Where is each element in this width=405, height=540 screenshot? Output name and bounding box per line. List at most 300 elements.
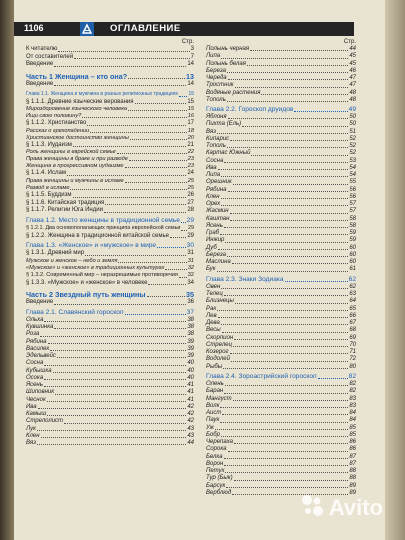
toc-entry-title: Права женщины в браке и при разводе [26, 156, 128, 163]
toc-entry-title: Глава 2.2. Гороскоп друидов [206, 106, 294, 113]
toc-entry-page: 70 [349, 341, 356, 348]
toc-entry-page: 15 [187, 106, 194, 113]
toc-entry-page: 18 [187, 127, 194, 134]
toc-entry-item [206, 335, 356, 342]
toc-entry-title: Волк [206, 402, 220, 409]
toc-entry-page: 44 [349, 46, 356, 52]
dot-leader [44, 365, 186, 366]
toc-entry-title: Береза [206, 67, 226, 74]
watermark-text: Avito [328, 495, 383, 520]
toc-entry-sec [26, 207, 194, 215]
toc-entry-title: Тополь [206, 96, 226, 103]
toc-entry-title: «Мужское» и «женское» в традиционных культурах [26, 264, 165, 271]
dot-leader [227, 147, 348, 148]
dot-leader [82, 117, 187, 118]
toc-entry-page: 36 [187, 299, 194, 306]
toc-entry-title: От составителей [26, 53, 74, 60]
dot-leader [40, 336, 186, 337]
toc-entry-page: 67 [349, 320, 356, 327]
toc-entry-title: Развод в исламе [26, 184, 70, 191]
toc-entry-page: 3 [190, 46, 194, 52]
toc-entry-item [206, 82, 356, 89]
toc-entry-sec [26, 200, 194, 208]
dot-leader [54, 304, 186, 305]
toc-entry-title: Лев [206, 312, 217, 319]
toc-entry-title: Христианское достоинство женщины [26, 134, 129, 141]
toc-entry-page: 30 [186, 242, 194, 250]
toc-entry-page: 68 [349, 327, 356, 334]
dot-leader [224, 458, 349, 459]
toc-entry-title: К читателю [26, 46, 58, 52]
avito-watermark [299, 489, 383, 524]
toc-entry-title: Ясень [206, 222, 223, 229]
toc-entry-item [206, 114, 356, 121]
dot-leader [50, 350, 186, 351]
toc-entry-item [26, 317, 194, 324]
toc-entry-item [206, 306, 356, 313]
toc-entry-title: Липа [206, 172, 221, 179]
toc-entry-title: Рябина [26, 338, 47, 345]
toc-entry-title: Маслина [206, 259, 231, 266]
dot-leader [251, 155, 348, 156]
toc-entry-page: 25 [187, 184, 194, 191]
toc-entry-page: 88 [349, 468, 356, 475]
toc-entry-page: 39 [187, 338, 194, 345]
toc-entry-item [206, 75, 356, 82]
toc-entry-page: 34 [187, 279, 194, 286]
toc-entry-page: 57 [349, 208, 356, 215]
toc-entry-item [206, 245, 356, 252]
toc-entry-item [206, 97, 356, 104]
toc-entry-page: 40 [187, 360, 194, 367]
dot-leader [223, 368, 348, 369]
dot-leader [54, 328, 186, 329]
dot-leader [170, 237, 186, 238]
toc-entry-title: Баран [206, 388, 224, 395]
dot-leader [227, 101, 348, 102]
toc-entry-page: 82 [349, 388, 356, 395]
toc-entry-item [206, 252, 356, 259]
toc-entry-title: Каштан [206, 215, 230, 222]
toc-entry-title: Овен [206, 283, 221, 290]
dot-leader [235, 303, 348, 304]
toc-entry-title: Рыбы [206, 363, 223, 370]
toc-entry-item [206, 46, 356, 53]
dot-leader [125, 182, 187, 183]
toc-entry-title: Вяз [26, 440, 36, 447]
toc-entry-title: Шиповник [26, 389, 55, 396]
toc-entry-title: Мужское и женское – небо и земля [26, 257, 118, 264]
toc-entry-page: 64 [349, 298, 356, 305]
toc-entry-title: Чеснок [26, 396, 46, 403]
dot-leader [220, 407, 348, 408]
dot-leader [217, 133, 348, 134]
toc-entry-title: Кувшинка [26, 324, 54, 331]
dot-leader [222, 414, 348, 415]
dot-leader [233, 184, 349, 185]
toc-entry-page: 71 [349, 349, 356, 356]
toc-entry-page: 47 [349, 82, 356, 89]
toc-entry-page: 41 [187, 382, 194, 389]
toc-entry-title: § 1.3.1. Древний мир [26, 250, 85, 257]
toc-entry-page: 88 [349, 475, 356, 482]
dot-leader [118, 262, 186, 263]
toc-entry-title: Аист [206, 410, 222, 417]
toc-entry-title: Глава 2.1. Славянский гороскоп [26, 308, 124, 316]
toc-entry-page: 52 [349, 150, 356, 157]
toc-entry-title: Кипарис [206, 135, 230, 142]
toc-entry-item [206, 403, 356, 410]
toc-entry-page: 53 [349, 157, 356, 164]
toc-entry-title: § 1.1.3. Иудаизм [26, 141, 72, 148]
toc-entry-page: 17 [187, 120, 194, 127]
toc-entry-title: Близнецы [206, 298, 234, 305]
toc-entry-item [206, 223, 356, 230]
toc-entry-title: Весы [206, 327, 221, 334]
dot-leader [231, 361, 348, 362]
toc-entry-chapter [206, 373, 356, 381]
toc-entry-sec [26, 250, 194, 258]
toc-entry-page: 16 [187, 113, 194, 120]
toc-entry-sec [26, 272, 194, 280]
toc-entry-page: 35 [186, 290, 194, 300]
publisher-logo-icon [80, 22, 94, 36]
dot-leader [230, 220, 348, 221]
dot-leader [57, 357, 186, 358]
toc-entry-page: 23 [187, 156, 194, 163]
toc-entry-title: § 1.2.2. Женщина в традиционной китайской семье [26, 232, 169, 239]
dot-leader [230, 140, 348, 141]
page-number: 1106 [24, 23, 44, 33]
dot-leader [105, 204, 186, 205]
toc-entry-title: Василек [26, 345, 50, 352]
toc-entry-title: Ива [206, 164, 217, 171]
toc-entry-page: 26 [187, 191, 194, 198]
toc-entry-title: Уж [206, 424, 214, 431]
toc-entry-item [206, 298, 356, 305]
toc-entry-title: Ива [26, 403, 37, 410]
dot-leader [125, 314, 186, 315]
toc-entry-item [206, 356, 356, 363]
dot-leader [227, 256, 348, 257]
toc-right-list [206, 46, 356, 497]
dot-leader [221, 205, 348, 206]
toc-entry-item [206, 230, 356, 237]
toc-entry-page: 14 [187, 80, 194, 87]
toc-entry-item [206, 468, 356, 475]
toc-entry-page: 43 [187, 432, 194, 439]
toc-left-list [26, 46, 194, 447]
toc-entry-sec [26, 233, 194, 241]
toc-entry-title: Водолей [206, 356, 230, 363]
toc-entry-page: 56 [349, 186, 356, 193]
toc-entry-item [26, 324, 194, 331]
dot-leader [53, 372, 187, 373]
toc-entry-item [206, 187, 356, 194]
toc-entry-title: Телец [206, 291, 223, 298]
dot-leader [225, 385, 349, 386]
toc-entry-title: Тростник [206, 82, 234, 89]
toc-entry-sec [26, 99, 194, 107]
dot-leader [221, 58, 348, 59]
toc-entry-item [206, 327, 356, 334]
toc-entry-intro [26, 46, 194, 54]
toc-entry-title: Ясень [26, 382, 43, 389]
toc-entry-sec [26, 192, 194, 200]
toc-entry-page: 85 [349, 431, 356, 438]
toc-entry-page: 21 [187, 141, 194, 148]
dot-leader [221, 324, 348, 325]
toc-entry-title: § 1.1.2. Христианство [26, 120, 87, 127]
toc-entry-page: 31 [187, 257, 194, 264]
toc-entry-item [206, 165, 356, 172]
dot-leader [230, 353, 349, 354]
dot-leader [232, 263, 349, 264]
toc-entry-item [26, 389, 194, 396]
toc-entry-page: 51 [349, 128, 356, 135]
dot-leader [228, 451, 349, 452]
toc-entry-title: Череда [206, 75, 227, 81]
toc-entry-chapter [206, 106, 356, 114]
toc-entry-page: 42 [187, 418, 194, 425]
toc-entry-title: Сорока [206, 446, 227, 453]
toc-entry-title: § 1.3.2. Современный мир – неразрешимые противоречия [26, 271, 178, 278]
dot-leader [234, 339, 348, 340]
toc-entry-title: Барсук [206, 482, 226, 489]
toc-entry-title: Сосна [26, 360, 44, 367]
toc-entry-item [26, 397, 194, 404]
toc-entry-item [206, 284, 356, 291]
dot-leader [224, 393, 348, 394]
toc-entry-page: 49 [348, 106, 356, 113]
dot-leader [47, 401, 187, 402]
toc-entry-sec [26, 299, 194, 307]
toc-entry-item [206, 396, 356, 403]
dot-leader [125, 167, 187, 168]
dot-leader [44, 386, 186, 387]
toc-entry-item [26, 331, 194, 338]
toc-entry-item [206, 432, 356, 439]
toc-entry-title: Введение [26, 299, 54, 306]
toc-entry-title: Осока [26, 374, 44, 381]
dot-leader [44, 321, 186, 322]
toc-entry-title: Тур (Бык) [206, 475, 233, 482]
toc-entry-page: 48 [349, 89, 356, 96]
toc-left-column [26, 38, 194, 447]
toc-entry-item [26, 368, 194, 375]
dot-leader [285, 281, 348, 282]
dot-leader [215, 429, 348, 430]
toc-entry-item [26, 353, 194, 360]
dot-leader [228, 191, 349, 192]
toc-entry-page: 89 [349, 482, 356, 489]
toc-entry-title: Клен [26, 432, 40, 439]
dot-leader [222, 332, 349, 333]
toc-entry-page: 15 [187, 98, 194, 105]
dot-leader [58, 51, 189, 52]
toc-entry-page: 54 [349, 164, 356, 171]
toc-entry-sub [26, 156, 194, 163]
page-column-label: Стр. [181, 39, 194, 45]
toc-entry-page: 58 [349, 215, 356, 222]
toc-entry-title: Картас Южный [206, 150, 251, 157]
toc-entry-page: 24 [187, 170, 194, 177]
toc-entry-page: 40 [187, 367, 194, 374]
toc-entry-item [26, 433, 194, 440]
toc-entry-title: Ольха [26, 316, 44, 323]
toc-entry-title: Козерог [206, 349, 229, 356]
toc-entry-title: Стрелолист [26, 418, 64, 425]
toc-entry-page: 85 [349, 424, 356, 431]
toc-entry-page: 86 [349, 439, 356, 446]
toc-entry-item [206, 68, 356, 75]
dot-leader [318, 378, 348, 379]
dot-leader [242, 126, 348, 127]
toc-entry-title: Орех [206, 201, 221, 208]
toc-entry-title: § 1.1.1. Древние языческие верования [26, 98, 134, 105]
dot-leader [225, 472, 348, 473]
toc-entry-page: 38 [187, 316, 194, 323]
dot-leader [165, 269, 186, 270]
dot-leader [73, 146, 186, 147]
dot-leader [70, 189, 186, 190]
dot-leader [220, 422, 348, 423]
toc-entry-title: Рябина [206, 186, 227, 193]
page-title: ОГЛАВЛЕНИЕ [110, 23, 181, 34]
toc-entry-page: 46 [349, 67, 356, 74]
toc-entry-page: 83 [349, 402, 356, 409]
toc-entry-title: Скорпион [206, 334, 234, 341]
dot-leader [74, 58, 190, 59]
dot-leader [224, 227, 348, 228]
toc-entry-page: 13 [186, 71, 194, 81]
toc-entry-title: Бук [206, 266, 216, 273]
toc-entry-page: 42 [187, 411, 194, 418]
dot-leader [228, 79, 349, 80]
toc-entry-page: 83 [349, 395, 356, 402]
dot-leader [218, 317, 349, 318]
toc-entry-title: Паук [206, 417, 220, 424]
toc-entry-page: 28 [187, 207, 194, 214]
toc-entry-sub [26, 185, 194, 192]
dot-leader [294, 111, 347, 112]
toc-entry-page: 57 [349, 201, 356, 208]
toc-entry-title: Черепаха [206, 439, 233, 446]
toc-entry-title: Липа [206, 53, 221, 60]
toc-entry-part [26, 72, 194, 81]
toc-entry-title: Рак [206, 305, 217, 312]
toc-entry-title: Глава 2.3. Знаки Зодиака [206, 275, 284, 283]
toc-entry-page: 69 [349, 334, 356, 341]
toc-entry-item [206, 417, 356, 424]
toc-entry-chapter [206, 276, 356, 284]
dot-leader [224, 162, 348, 163]
toc-entry-item [206, 129, 356, 136]
toc-entry-item [206, 320, 356, 327]
toc-entry-item [206, 61, 356, 68]
toc-entry-item [26, 339, 194, 346]
toc-entry-item [206, 172, 356, 179]
dot-leader [261, 94, 348, 95]
toc-entry-page: 15 [188, 91, 194, 98]
dot-leader [234, 443, 348, 444]
toc-entry-page: 22 [187, 149, 194, 156]
dot-leader [148, 284, 186, 285]
toc-entry-page: 29 [188, 224, 194, 231]
toc-entry-title: Жасмин [206, 208, 229, 215]
toc-entry-page: 25 [187, 177, 194, 184]
toc-entry-sec [26, 280, 194, 288]
toc-entry-page: 72 [349, 356, 356, 363]
toc-entry-page: 50 [349, 121, 356, 128]
toc-entry-item [206, 364, 356, 371]
toc-entry-sec [26, 61, 194, 69]
toc-entry-sub [26, 106, 194, 113]
toc-entry-page: 89 [349, 489, 356, 496]
toc-entry-item [206, 216, 356, 223]
toc-entry-page: 61 [349, 266, 356, 273]
toc-entry-page: 82 [348, 372, 356, 380]
toc-entry-page: 39 [187, 353, 194, 360]
toc-entry-page: 58 [349, 222, 356, 229]
toc-entry-page: 42 [187, 403, 194, 410]
toc-entry-sub [26, 149, 194, 156]
toc-entry-page: 50 [349, 114, 356, 121]
toc-entry-title: Верблюд [206, 489, 232, 496]
toc-entry-intro [26, 54, 194, 62]
toc-entry-sub [26, 135, 194, 142]
toc-entry-item [206, 342, 356, 349]
dot-leader [217, 271, 349, 272]
next-page-edge [385, 0, 405, 540]
toc-entry-item [206, 266, 356, 273]
dot-leader [37, 444, 186, 445]
toc-entry-page: 41 [187, 396, 194, 403]
toc-entry-title: Бобр [206, 431, 220, 438]
toc-entry-title: Мироздоровение языческого человека [26, 106, 127, 113]
toc-entry-title: Эдельвейс [26, 353, 56, 360]
toc-entry-title: Часть 2 Звездный путь женщины [26, 290, 146, 300]
toc-entry-item [26, 360, 194, 367]
toc-entry-sec [26, 81, 194, 89]
dot-leader [147, 296, 186, 297]
toc-entry-page: 54 [349, 172, 356, 179]
toc-entry-title: Полынь белая [206, 60, 246, 67]
toc-entry-item [206, 90, 356, 97]
dot-leader [233, 346, 348, 347]
dot-leader [128, 110, 187, 111]
toc-entry-title: Пихта (Ель) [206, 121, 242, 128]
toc-entry-page: 32 [187, 264, 194, 271]
toc-entry-title: Мангуст [206, 395, 232, 402]
dot-leader [54, 85, 186, 86]
toc-entry-item [206, 454, 356, 461]
toc-entry-title: Водяные растения [206, 89, 261, 96]
toc-entry-item [26, 375, 194, 382]
dot-leader [37, 430, 186, 431]
toc-entry-page: 82 [349, 381, 356, 388]
toc-entry-title: Ворон [206, 460, 224, 467]
toc-entry-title: Тополь [206, 143, 226, 150]
toc-entry-item [206, 194, 356, 201]
toc-entry-title: Роль женщины в еврейской семье [26, 149, 116, 156]
toc-entry-item [206, 291, 356, 298]
toc-entry-page: 31 [187, 250, 194, 257]
dot-leader [64, 423, 186, 424]
toc-entry-item [206, 446, 356, 453]
toc-entry-item [206, 201, 356, 208]
toc-entry-page: 43 [187, 425, 194, 432]
